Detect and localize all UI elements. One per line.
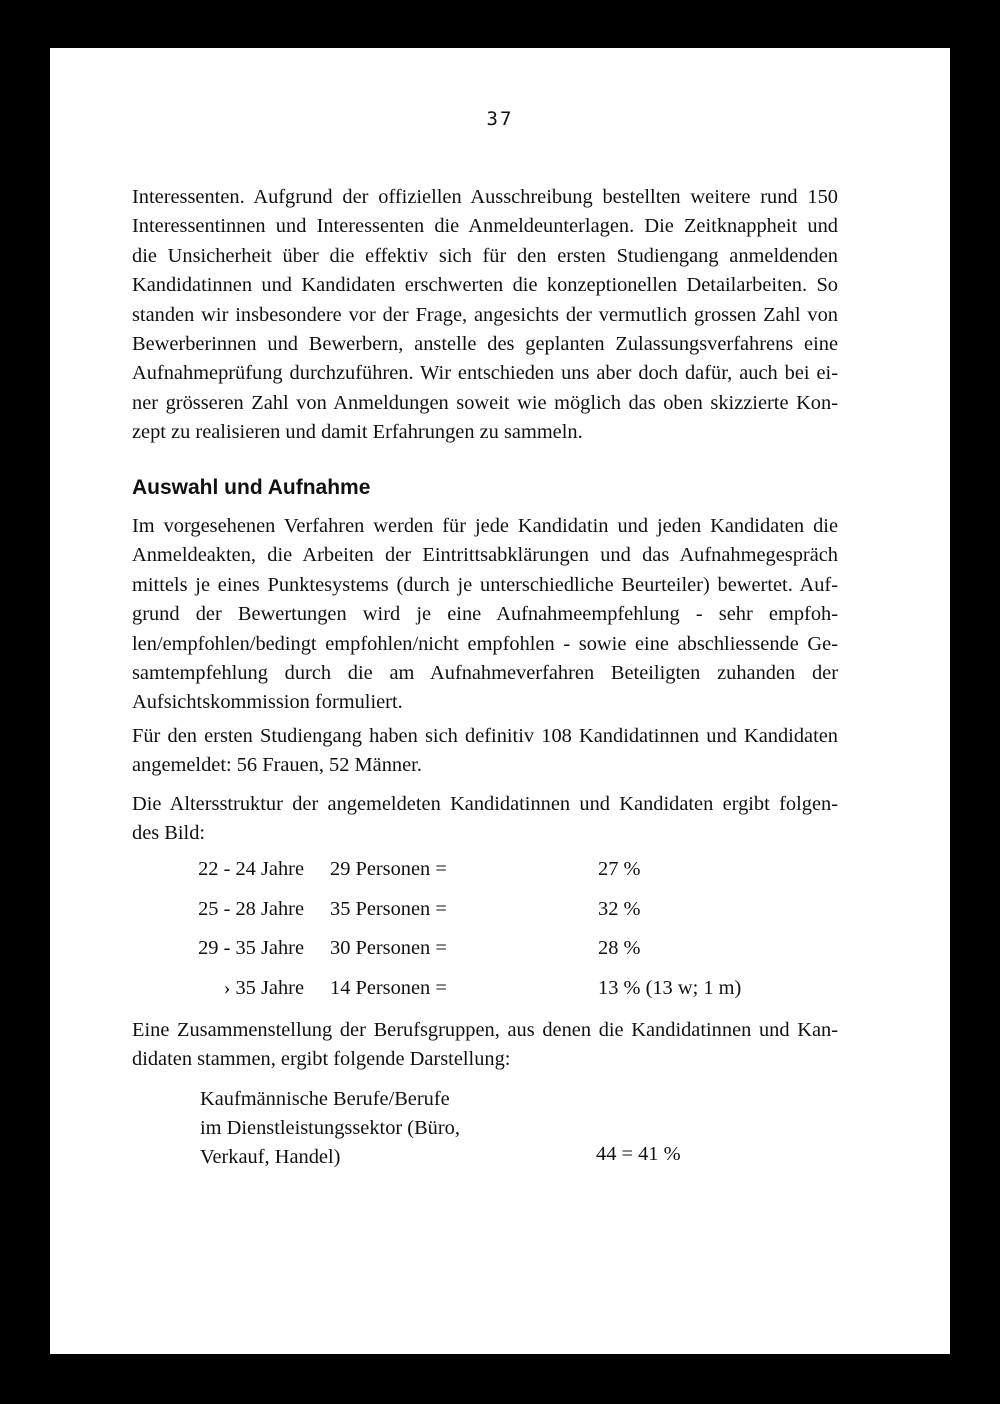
text-line: ner grösseren Zahl von Anmeldungen soweit wie möglich das oben skizzierte Kon- — [132, 391, 838, 414]
profession-group — [200, 1085, 460, 1172]
profession-value: 44 = 41 % — [596, 1143, 681, 1165]
text-line: Bewerberinnen und Bewerbern, anstelle des geplanten Zulassungsverfahrens eine — [132, 333, 838, 356]
text-line: Im vorgesehenen Verfahren werden für jede Kandidatin und jeden Kandidaten die — [132, 515, 838, 537]
text-line: Aufsichtskommission formuliert. — [132, 691, 403, 714]
paragraph-procedure — [132, 512, 838, 718]
text-line: die Unsicherheit über die effektiv sich für den ersten Studiengang anmeldenden — [132, 244, 838, 267]
text-line: standen wir insbesondere vor der Frage, angesichts der vermutlich grossen Zahl von — [132, 303, 838, 326]
age-range: 25 - 28 Jahre — [198, 898, 304, 920]
age-count: 14 Personen = — [330, 977, 447, 999]
text-line: Für den ersten Studiengang haben sich definitiv 108 Kandidatinnen und Kandidaten — [132, 725, 838, 747]
text-line: mittels je eines Punktesystems (durch je unterschiedliche Beurteiler) bewertet. Auf- — [132, 573, 838, 596]
age-range: › 35 Jahre — [223, 977, 304, 999]
age-range: 29 - 35 Jahre — [198, 937, 304, 959]
text-line: angemeldet: 56 Frauen, 52 Männer. — [132, 754, 422, 777]
text-line: didaten stammen, ergibt folgende Darstellung: — [132, 1048, 511, 1071]
age-percent: 13 % (13 w; 1 m) — [598, 977, 742, 999]
paragraph-registrations — [132, 722, 838, 781]
text-line: Aufnahmeprüfung durchzuführen. Wir entschieden uns aber doch dafür, auch bei ei- — [132, 362, 838, 385]
age-count: 29 Personen = — [330, 858, 447, 880]
document-page — [50, 48, 950, 1354]
text-line: grund der Bewertungen wird je eine Aufnahmeempfehlung - sehr empfoh- — [132, 603, 838, 626]
text-line: samtempfehlung durch die am Aufnahmeverfahren Beteiligten zuhanden der — [132, 662, 838, 685]
text-line: Interessenten. Aufgrund der offiziellen Ausschreibung bestellten weitere rund 150 — [132, 186, 838, 208]
age-count: 35 Personen = — [330, 898, 447, 920]
paragraph-professions-intro — [132, 1016, 838, 1075]
age-percent: 32 % — [598, 898, 641, 920]
text-line: len/empfohlen/bedingt empfohlen/nicht empfohlen - sowie eine abschliessende Ge- — [132, 632, 838, 655]
text-line: Die Altersstruktur der angemeldeten Kandidatinnen und Kandidaten ergibt folgen- — [132, 793, 838, 815]
age-percent: 28 % — [598, 937, 641, 959]
age-range: 22 - 24 Jahre — [198, 858, 304, 880]
profession-line: Kaufmännische Berufe/Berufe — [200, 1088, 450, 1110]
text-line: des Bild: — [132, 822, 206, 845]
text-line: Anmeldeakten, die Arbeiten der Eintrittsabklärungen und das Aufnahmegespräch — [132, 544, 838, 567]
text-line: Eine Zusammenstellung der Berufsgruppen, aus denen die Kandidatinnen und Kan- — [132, 1019, 838, 1041]
paragraph-age-intro — [132, 790, 838, 849]
age-percent: 27 % — [598, 858, 641, 880]
text-line: Kandidatinnen und Kandidaten erschwerten die konzeptionellen Detailarbeiten. So — [132, 274, 838, 297]
profession-line: im Dienstleistungssektor (Büro, — [200, 1117, 460, 1139]
page-number: 37 — [486, 108, 514, 130]
paragraph-intro — [132, 183, 838, 448]
text-line: Interessentinnen und Interessenten die Anmeldeunterlagen. Die Zeitknappheit und — [132, 215, 838, 238]
text-line: zept zu realisieren und damit Erfahrungen zu sammeln. — [132, 421, 583, 444]
section-heading: Auswahl und Aufnahme — [132, 476, 371, 499]
age-count: 30 Personen = — [330, 937, 447, 959]
profession-line: Verkauf, Handel) — [200, 1146, 341, 1168]
